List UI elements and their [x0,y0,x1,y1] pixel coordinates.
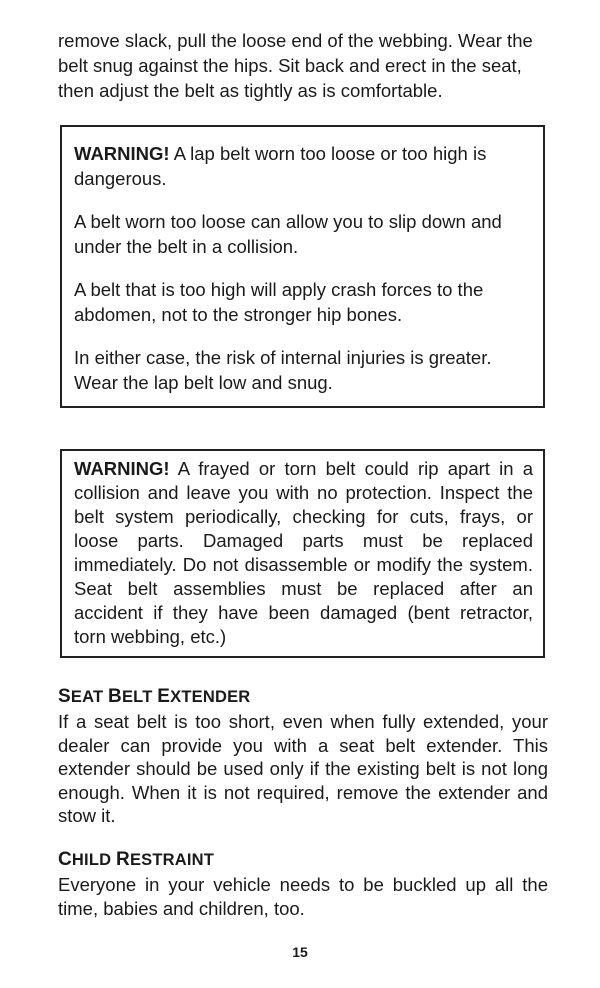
heading-letter: S [58,686,71,707]
warning-paragraph-high: A belt that is too high will apply crash forces to the abdomen, not to the stronger hip bones. [74,279,484,325]
heading-part: ELT [121,688,158,706]
child-restraint-paragraph: Everyone in your vehicle needs to be buckled up all the time, babies and children, too. [58,874,548,919]
warning-frayed-paragraph [74,457,533,649]
heading-seat-belt-extender [58,686,250,708]
warning-paragraph-loose: A belt worn too loose can allow you to slip down and under the belt in a collision. [74,211,502,257]
heading-letter: E [157,686,171,707]
heading-letter: R [116,849,130,870]
seat-belt-extender-paragraph: If a seat belt is too short, even when fully extended, your dealer can provide you with a seat belt extender. This extender should be used only if the existing belt is not long enough. When it is not required, remove the extender and stow it. [58,711,548,826]
page-number: 15 [292,944,308,960]
warning-box-frayed-belt [60,449,545,658]
heading-part: ESTRAINT [129,851,215,869]
warning-frayed-text: A frayed or torn belt could rip apart in a collision and leave you with no protection. Inspect the belt system periodically, checking for cuts, frays, or loose parts. Damaged parts must be replaced immediately. Do not disassemble or modify the system. Seat belt assemblies must be replaced after an accident if they have been damaged (bent retractor, torn webbing, etc.) [74,458,533,647]
intro-paragraph: remove slack, pull the loose end of the webbing. Wear the belt snug against the hips. Sit back and erect in the seat, then adjust the belt as tightly as is comfortable. [58,30,533,101]
heading-letter: C [58,849,72,870]
warning-lead-text: A lap belt worn too loose or too high is dangerous. [74,143,487,189]
heading-part: EAT [70,688,109,706]
warning-label: WARNING! [74,458,170,479]
warning-paragraph-risk: In either case, the risk of internal injuries is greater. Wear the lap belt low and snug. [74,347,492,393]
heading-part: XTENDER [170,688,251,706]
warning-lead-paragraph [74,141,533,191]
heading-part: HILD [71,851,117,869]
warning-box-lap-belt [60,125,545,408]
heading-child-restraint [58,849,214,871]
heading-letter: B [108,686,122,707]
warning-label: WARNING! [74,143,170,164]
